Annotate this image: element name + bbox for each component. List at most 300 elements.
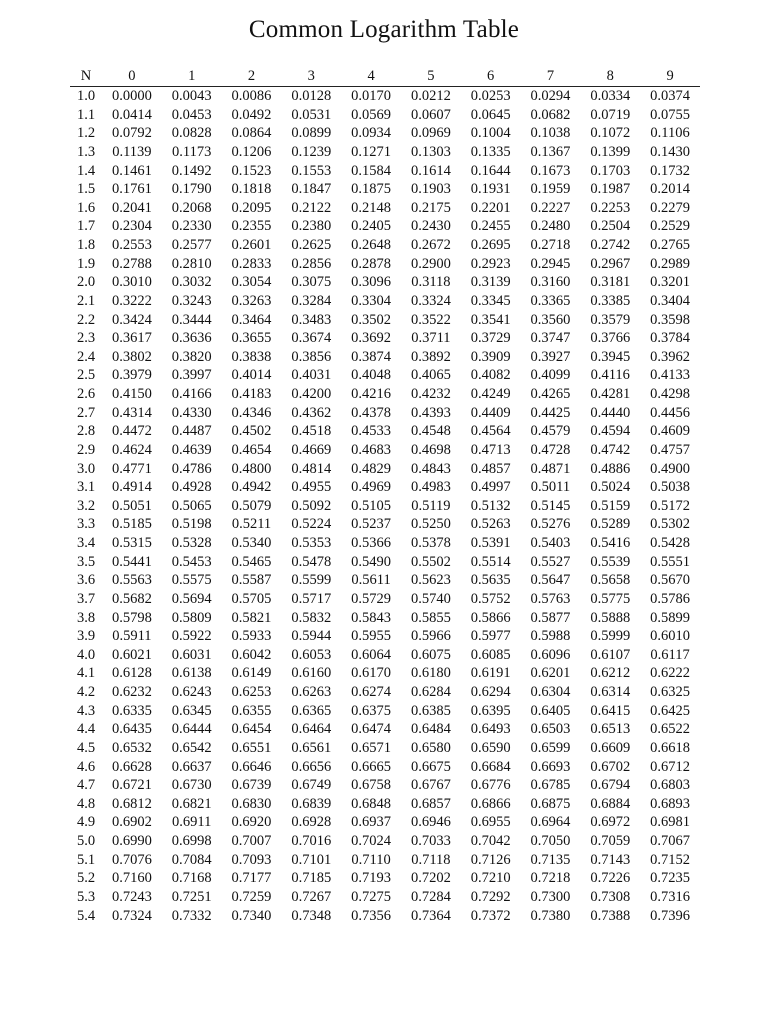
log-value-cell: 0.7067 bbox=[650, 833, 691, 849]
log-value-cell: 0.1206 bbox=[231, 143, 272, 160]
log-value-cell: 0.3927 bbox=[530, 348, 571, 365]
log-value-cell: 0.0294 bbox=[530, 88, 571, 104]
log-value-cell: 0.1004 bbox=[470, 125, 511, 142]
log-value-cell: 0.3096 bbox=[351, 274, 392, 291]
log-value-cell: 0.2989 bbox=[650, 255, 691, 272]
log-value-cell: 0.4683 bbox=[351, 441, 392, 458]
log-value-cell: 0.2878 bbox=[351, 255, 392, 272]
log-value-cell: 0.2480 bbox=[530, 218, 571, 235]
row-label: 2.0 bbox=[76, 274, 96, 291]
log-value-cell: 0.3243 bbox=[171, 292, 212, 309]
log-value-cell: 0.6474 bbox=[351, 721, 392, 738]
log-value-cell: 0.0043 bbox=[171, 88, 212, 104]
table-row bbox=[70, 404, 700, 423]
table-row bbox=[70, 497, 700, 516]
log-value-cell: 0.5635 bbox=[470, 572, 511, 589]
log-value-cell: 0.6085 bbox=[470, 646, 511, 663]
log-value-cell: 0.2742 bbox=[590, 237, 631, 253]
log-value-cell: 0.5289 bbox=[590, 516, 631, 533]
log-value-cell: 0.4786 bbox=[171, 460, 212, 477]
log-value-cell: 0.2900 bbox=[410, 255, 451, 272]
log-value-cell: 0.6928 bbox=[291, 814, 332, 831]
log-value-cell: 0.7024 bbox=[351, 833, 392, 849]
table-row bbox=[70, 162, 700, 181]
log-value-cell: 0.2788 bbox=[111, 255, 152, 272]
log-value-cell: 0.6920 bbox=[231, 814, 272, 831]
log-value-cell: 0.3464 bbox=[231, 311, 272, 328]
log-value-cell: 0.6107 bbox=[590, 646, 631, 663]
log-value-cell: 0.5888 bbox=[590, 609, 631, 626]
log-value-cell: 0.1523 bbox=[231, 162, 272, 179]
log-value-cell: 0.3324 bbox=[410, 292, 451, 309]
table-row bbox=[70, 217, 700, 236]
log-value-cell: 0.3181 bbox=[590, 274, 631, 291]
log-value-cell: 0.7243 bbox=[111, 888, 152, 905]
log-value-cell: 0.4133 bbox=[650, 367, 691, 384]
log-value-cell: 0.7101 bbox=[291, 851, 332, 868]
log-value-cell: 0.4487 bbox=[171, 423, 212, 440]
log-value-cell: 0.5866 bbox=[470, 609, 511, 626]
log-value-cell: 0.5478 bbox=[291, 553, 332, 570]
row-label: 3.5 bbox=[76, 553, 96, 570]
log-value-cell: 0.5403 bbox=[530, 535, 571, 551]
column-header-digit: 3 bbox=[281, 66, 341, 87]
log-value-cell: 0.0864 bbox=[231, 125, 272, 142]
log-value-cell: 0.1492 bbox=[171, 162, 212, 179]
log-value-cell: 0.5453 bbox=[171, 553, 212, 570]
table-row bbox=[70, 441, 700, 460]
log-value-cell: 0.7126 bbox=[470, 851, 511, 868]
log-value-cell: 0.6911 bbox=[172, 814, 212, 831]
log-value-cell: 0.3345 bbox=[470, 292, 511, 309]
log-value-cell: 0.5198 bbox=[171, 516, 212, 533]
table-row bbox=[70, 683, 700, 702]
log-value-cell: 0.1903 bbox=[410, 181, 451, 198]
log-value-cell: 0.3692 bbox=[351, 330, 392, 347]
log-value-cell: 0.6042 bbox=[231, 646, 272, 663]
log-value-cell: 0.3997 bbox=[171, 367, 212, 384]
log-value-cell: 0.0899 bbox=[291, 125, 332, 142]
log-value-cell: 0.2718 bbox=[530, 237, 571, 253]
log-value-cell: 0.2095 bbox=[231, 199, 272, 216]
log-value-cell: 0.5428 bbox=[650, 535, 691, 551]
log-value-cell: 0.4014 bbox=[231, 367, 272, 384]
log-value-cell: 0.3160 bbox=[530, 274, 571, 291]
log-value-cell: 0.1790 bbox=[171, 181, 212, 198]
log-value-cell: 0.0828 bbox=[171, 125, 212, 142]
log-value-cell: 0.4265 bbox=[530, 386, 571, 402]
log-value-cell: 0.5011 bbox=[530, 479, 571, 496]
log-value-cell: 0.5966 bbox=[410, 628, 451, 645]
table-row bbox=[70, 813, 700, 832]
log-value-cell: 0.1847 bbox=[291, 181, 332, 198]
log-value-cell: 0.5798 bbox=[111, 609, 152, 626]
log-value-cell: 0.5988 bbox=[530, 628, 571, 645]
log-value-cell: 0.4232 bbox=[410, 386, 451, 402]
log-value-cell: 0.6325 bbox=[650, 684, 691, 700]
log-value-cell: 0.5024 bbox=[590, 479, 631, 496]
log-value-cell: 0.4564 bbox=[470, 423, 511, 440]
log-value-cell: 0.6010 bbox=[650, 628, 691, 645]
log-value-cell: 0.7042 bbox=[470, 833, 511, 849]
log-value-cell: 0.2148 bbox=[351, 199, 392, 216]
log-value-cell: 0.5340 bbox=[231, 535, 272, 551]
log-value-cell: 0.5821 bbox=[231, 609, 272, 626]
log-value-cell: 0.6902 bbox=[111, 814, 152, 831]
row-label: 4.5 bbox=[76, 739, 96, 756]
log-value-cell: 0.4857 bbox=[470, 460, 511, 477]
log-value-cell: 0.6776 bbox=[470, 777, 511, 794]
log-value-cell: 0.4942 bbox=[231, 479, 272, 496]
log-value-cell: 0.4771 bbox=[111, 460, 152, 477]
log-value-cell: 0.3820 bbox=[171, 348, 212, 365]
log-value-cell: 0.5955 bbox=[351, 628, 392, 645]
log-value-cell: 0.1732 bbox=[650, 162, 691, 179]
log-value-cell: 0.6395 bbox=[470, 702, 511, 719]
log-value-cell: 0.2765 bbox=[650, 237, 691, 253]
log-value-cell: 0.4216 bbox=[351, 386, 392, 402]
log-value-cell: 0.2279 bbox=[650, 199, 691, 216]
log-value-cell: 0.4548 bbox=[410, 423, 451, 440]
row-label: 5.3 bbox=[76, 888, 96, 905]
table-row bbox=[70, 273, 700, 292]
log-value-cell: 0.6542 bbox=[171, 739, 212, 756]
log-value-cell: 0.2201 bbox=[470, 199, 511, 216]
log-value-cell: 0.5763 bbox=[530, 590, 571, 607]
log-value-cell: 0.3945 bbox=[590, 348, 631, 365]
log-value-cell: 0.6848 bbox=[351, 795, 392, 812]
log-value-cell: 0.7135 bbox=[530, 851, 571, 868]
log-value-cell: 0.7210 bbox=[470, 870, 511, 887]
log-value-cell: 0.0212 bbox=[410, 88, 451, 104]
log-value-cell: 0.6702 bbox=[590, 758, 631, 775]
log-value-cell: 0.6201 bbox=[530, 665, 571, 682]
log-value-cell: 0.4518 bbox=[291, 423, 332, 440]
log-value-cell: 0.6590 bbox=[470, 739, 511, 756]
log-value-cell: 0.2856 bbox=[291, 255, 332, 272]
table-row bbox=[70, 571, 700, 590]
log-value-cell: 0.4031 bbox=[291, 367, 332, 384]
log-value-cell: 0.4728 bbox=[530, 441, 571, 458]
log-value-cell: 0.3365 bbox=[530, 292, 571, 309]
log-value-cell: 0.5944 bbox=[291, 628, 332, 645]
log-value-cell: 0.3522 bbox=[410, 311, 451, 328]
row-label: 1.3 bbox=[76, 143, 96, 160]
log-value-cell: 0.7110 bbox=[351, 851, 391, 868]
log-value-cell: 0.6493 bbox=[470, 721, 511, 738]
log-value-cell: 0.6503 bbox=[530, 721, 571, 738]
log-value-cell: 0.4624 bbox=[111, 441, 152, 458]
page-title: Common Logarithm Table bbox=[248, 16, 520, 43]
log-value-cell: 0.3404 bbox=[650, 292, 691, 309]
log-value-cell: 0.0334 bbox=[590, 88, 631, 104]
column-header-digit: 4 bbox=[341, 66, 401, 87]
log-value-cell: 0.4440 bbox=[590, 404, 631, 421]
log-value-cell: 0.5911 bbox=[112, 628, 152, 645]
log-value-cell: 0.1818 bbox=[231, 181, 272, 198]
log-value-cell: 0.4713 bbox=[470, 441, 511, 458]
log-value-cell: 0.5079 bbox=[231, 497, 272, 514]
log-value-cell: 0.7235 bbox=[650, 870, 691, 887]
log-value-cell: 0.6053 bbox=[291, 646, 332, 663]
log-value-cell: 0.7185 bbox=[291, 870, 332, 887]
log-value-cell: 0.4362 bbox=[291, 404, 332, 421]
log-value-cell: 0.4502 bbox=[231, 423, 272, 440]
log-value-cell: 0.5353 bbox=[291, 535, 332, 551]
table-row bbox=[70, 87, 700, 106]
log-value-cell: 0.6580 bbox=[410, 739, 451, 756]
log-value-cell: 0.5899 bbox=[650, 609, 691, 626]
log-value-cell: 0.1673 bbox=[530, 162, 571, 179]
log-value-cell: 0.3674 bbox=[291, 330, 332, 347]
log-value-cell: 0.4150 bbox=[111, 386, 152, 402]
log-value-cell: 0.1303 bbox=[410, 143, 451, 160]
log-value-cell: 0.5465 bbox=[231, 553, 272, 570]
log-value-cell: 0.5658 bbox=[590, 572, 631, 589]
log-value-cell: 0.6628 bbox=[111, 758, 152, 775]
log-value-cell: 0.0086 bbox=[231, 88, 272, 104]
log-value-cell: 0.7059 bbox=[590, 833, 631, 849]
row-label: 4.6 bbox=[76, 758, 96, 775]
log-value-cell: 0.6191 bbox=[470, 665, 511, 682]
log-value-cell: 0.2380 bbox=[291, 218, 332, 235]
log-value-cell: 0.3802 bbox=[111, 348, 152, 365]
log-value-cell: 0.5105 bbox=[351, 497, 392, 514]
table-row bbox=[70, 907, 700, 926]
log-value-cell: 0.4346 bbox=[231, 404, 272, 421]
table-row bbox=[70, 795, 700, 814]
log-value-cell: 0.4814 bbox=[291, 460, 332, 477]
log-value-cell: 0.4886 bbox=[590, 460, 631, 477]
row-label: 1.9 bbox=[76, 255, 96, 272]
log-value-cell: 0.5092 bbox=[291, 497, 332, 514]
log-value-cell: 0.5366 bbox=[351, 535, 392, 551]
log-value-cell: 0.1931 bbox=[470, 181, 511, 198]
row-label: 4.7 bbox=[76, 777, 96, 794]
row-label: 2.4 bbox=[76, 348, 96, 365]
log-value-cell: 0.6294 bbox=[470, 684, 511, 700]
log-value-cell: 0.6284 bbox=[410, 684, 451, 700]
log-value-cell: 0.7388 bbox=[590, 907, 631, 924]
log-value-cell: 0.1399 bbox=[590, 143, 631, 160]
log-value-cell: 0.3010 bbox=[111, 274, 152, 291]
log-value-cell: 0.4955 bbox=[291, 479, 332, 496]
log-value-cell: 0.3139 bbox=[470, 274, 511, 291]
log-value-cell: 0.2405 bbox=[351, 218, 392, 235]
log-value-cell: 0.6444 bbox=[171, 721, 212, 738]
log-value-cell: 0.0645 bbox=[470, 106, 511, 123]
log-value-cell: 0.3784 bbox=[650, 330, 691, 347]
log-value-cell: 0.6739 bbox=[231, 777, 272, 794]
log-value-cell: 0.6946 bbox=[410, 814, 451, 831]
log-value-cell: 0.1430 bbox=[650, 143, 691, 160]
log-value-cell: 0.4409 bbox=[470, 404, 511, 421]
log-value-cell: 0.6812 bbox=[111, 795, 152, 812]
log-value-cell: 0.6031 bbox=[171, 646, 212, 663]
log-value-cell: 0.7152 bbox=[650, 851, 691, 868]
log-value-cell: 0.6385 bbox=[410, 702, 451, 719]
log-value-cell: 0.5224 bbox=[291, 516, 332, 533]
log-value-cell: 0.4900 bbox=[650, 460, 691, 477]
log-value-cell: 0.3424 bbox=[111, 311, 152, 328]
log-value-cell: 0.5729 bbox=[351, 590, 392, 607]
log-value-cell: 0.6484 bbox=[410, 721, 451, 738]
log-value-cell: 0.7356 bbox=[351, 907, 392, 924]
log-value-cell: 0.6730 bbox=[171, 777, 212, 794]
log-value-cell: 0.6665 bbox=[351, 758, 392, 775]
log-value-cell: 0.3284 bbox=[291, 292, 332, 309]
log-value-cell: 0.3874 bbox=[351, 348, 392, 365]
log-value-cell: 0.4742 bbox=[590, 441, 631, 458]
log-value-cell: 0.3304 bbox=[351, 292, 392, 309]
log-value-cell: 0.1614 bbox=[410, 162, 451, 179]
table-row bbox=[70, 236, 700, 255]
log-value-cell: 0.1461 bbox=[111, 162, 152, 179]
log-value-cell: 0.2330 bbox=[171, 218, 212, 235]
log-value-cell: 0.2672 bbox=[410, 237, 451, 253]
row-label: 2.1 bbox=[76, 292, 96, 309]
log-value-cell: 0.5611 bbox=[351, 572, 391, 589]
log-value-cell: 0.4378 bbox=[351, 404, 392, 421]
log-value-cell: 0.7380 bbox=[530, 907, 571, 924]
log-value-cell: 0.6785 bbox=[530, 777, 571, 794]
log-value-cell: 0.5855 bbox=[410, 609, 451, 626]
log-value-cell: 0.3201 bbox=[650, 274, 691, 291]
log-value-cell: 0.6253 bbox=[231, 684, 272, 700]
log-value-cell: 0.4249 bbox=[470, 386, 511, 402]
log-value-cell: 0.5809 bbox=[171, 609, 212, 626]
log-value-cell: 0.0374 bbox=[650, 88, 691, 104]
log-value-cell: 0.2601 bbox=[231, 237, 272, 253]
log-value-cell: 0.2945 bbox=[530, 255, 571, 272]
table-row bbox=[70, 590, 700, 609]
log-value-cell: 0.4533 bbox=[351, 423, 392, 440]
log-value-cell: 0.6675 bbox=[410, 758, 451, 775]
log-value-cell: 0.3483 bbox=[291, 311, 332, 328]
log-value-cell: 0.1271 bbox=[351, 143, 392, 160]
table-row bbox=[70, 646, 700, 665]
table-row bbox=[70, 385, 700, 404]
log-value-cell: 0.6857 bbox=[410, 795, 451, 812]
log-value-cell: 0.6304 bbox=[530, 684, 571, 700]
log-value-cell: 0.6464 bbox=[291, 721, 332, 738]
log-value-cell: 0.7372 bbox=[470, 907, 511, 924]
column-header-digit: 2 bbox=[222, 66, 282, 87]
log-value-cell: 0.1173 bbox=[172, 143, 212, 160]
log-value-cell: 0.2253 bbox=[590, 199, 631, 216]
log-value-cell: 0.6821 bbox=[171, 795, 212, 812]
table-row bbox=[70, 348, 700, 367]
log-value-cell: 0.3636 bbox=[171, 330, 212, 347]
log-value-cell: 0.5302 bbox=[650, 516, 691, 533]
log-value-cell: 0.1644 bbox=[470, 162, 511, 179]
log-value-cell: 0.7076 bbox=[111, 851, 152, 868]
log-value-cell: 0.3118 bbox=[411, 274, 451, 291]
table-header bbox=[70, 66, 700, 87]
log-value-cell: 0.5250 bbox=[410, 516, 451, 533]
table-row bbox=[70, 515, 700, 534]
table-row bbox=[70, 869, 700, 888]
table-row bbox=[70, 664, 700, 683]
log-value-cell: 0.0607 bbox=[410, 106, 451, 123]
log-value-cell: 0.3617 bbox=[111, 330, 152, 347]
log-value-cell: 0.5065 bbox=[171, 497, 212, 514]
log-value-cell: 0.1959 bbox=[530, 181, 571, 198]
log-value-cell: 0.7324 bbox=[111, 907, 152, 924]
log-value-cell: 0.5185 bbox=[111, 516, 152, 533]
row-label: 1.8 bbox=[76, 237, 96, 253]
log-value-cell: 0.6212 bbox=[590, 665, 631, 682]
log-value-cell: 0.0531 bbox=[291, 106, 332, 123]
row-label: 1.1 bbox=[76, 106, 96, 123]
log-value-cell: 0.5038 bbox=[650, 479, 691, 496]
log-value-cell: 0.6232 bbox=[111, 684, 152, 700]
log-value-cell: 0.5694 bbox=[171, 590, 212, 607]
log-value-cell: 0.5843 bbox=[351, 609, 392, 626]
log-value-cell: 0.5159 bbox=[590, 497, 631, 514]
log-value-cell: 0.5977 bbox=[470, 628, 511, 645]
log-value-cell: 0.2068 bbox=[171, 199, 212, 216]
log-value-cell: 0.7226 bbox=[590, 870, 631, 887]
log-value-cell: 0.5563 bbox=[111, 572, 152, 589]
log-value-cell: 0.5276 bbox=[530, 516, 571, 533]
log-value-cell: 0.0682 bbox=[530, 106, 571, 123]
log-value-cell: 0.2577 bbox=[171, 237, 212, 253]
log-value-cell: 0.4281 bbox=[590, 386, 631, 402]
column-header-digit: 5 bbox=[401, 66, 461, 87]
log-value-cell: 0.1703 bbox=[590, 162, 631, 179]
log-table bbox=[70, 66, 700, 925]
row-label: 5.4 bbox=[76, 907, 96, 924]
log-value-cell: 0.0755 bbox=[650, 106, 691, 123]
row-label: 2.8 bbox=[76, 423, 96, 440]
log-value-cell: 0.6561 bbox=[291, 739, 332, 756]
log-value-cell: 0.6345 bbox=[171, 702, 212, 719]
log-value-cell: 0.5832 bbox=[291, 609, 332, 626]
log-value-cell: 0.0969 bbox=[410, 125, 451, 142]
log-value-cell: 0.2504 bbox=[590, 218, 631, 235]
column-header-digit: 1 bbox=[162, 66, 222, 87]
table-row bbox=[70, 460, 700, 479]
row-label: 2.5 bbox=[76, 367, 96, 384]
log-value-cell: 0.2695 bbox=[470, 237, 511, 253]
log-value-cell: 0.6656 bbox=[291, 758, 332, 775]
row-label: 2.6 bbox=[76, 386, 96, 402]
log-value-cell: 0.7033 bbox=[410, 833, 451, 849]
log-value-cell: 0.6693 bbox=[530, 758, 571, 775]
log-value-cell: 0.2455 bbox=[470, 218, 511, 235]
log-value-cell: 0.7084 bbox=[171, 851, 212, 868]
row-label: 4.3 bbox=[76, 702, 96, 719]
log-value-cell: 0.7218 bbox=[530, 870, 571, 887]
log-value-cell: 0.7275 bbox=[351, 888, 392, 905]
log-value-cell: 0.6955 bbox=[470, 814, 511, 831]
log-value-cell: 0.7016 bbox=[291, 833, 332, 849]
table-row bbox=[70, 422, 700, 441]
log-value-cell: 0.7050 bbox=[530, 833, 571, 849]
log-value-cell: 0.6839 bbox=[291, 795, 332, 812]
log-value-cell: 0.1875 bbox=[351, 181, 392, 198]
row-label: 5.2 bbox=[76, 870, 96, 887]
table-row bbox=[70, 739, 700, 758]
log-value-cell: 0.4393 bbox=[410, 404, 451, 421]
log-value-cell: 0.6128 bbox=[111, 665, 152, 682]
table-row bbox=[70, 366, 700, 385]
log-value-cell: 0.6138 bbox=[171, 665, 212, 682]
log-value-cell: 0.6551 bbox=[231, 739, 272, 756]
row-label: 4.8 bbox=[76, 795, 96, 812]
log-value-cell: 0.6522 bbox=[650, 721, 691, 738]
